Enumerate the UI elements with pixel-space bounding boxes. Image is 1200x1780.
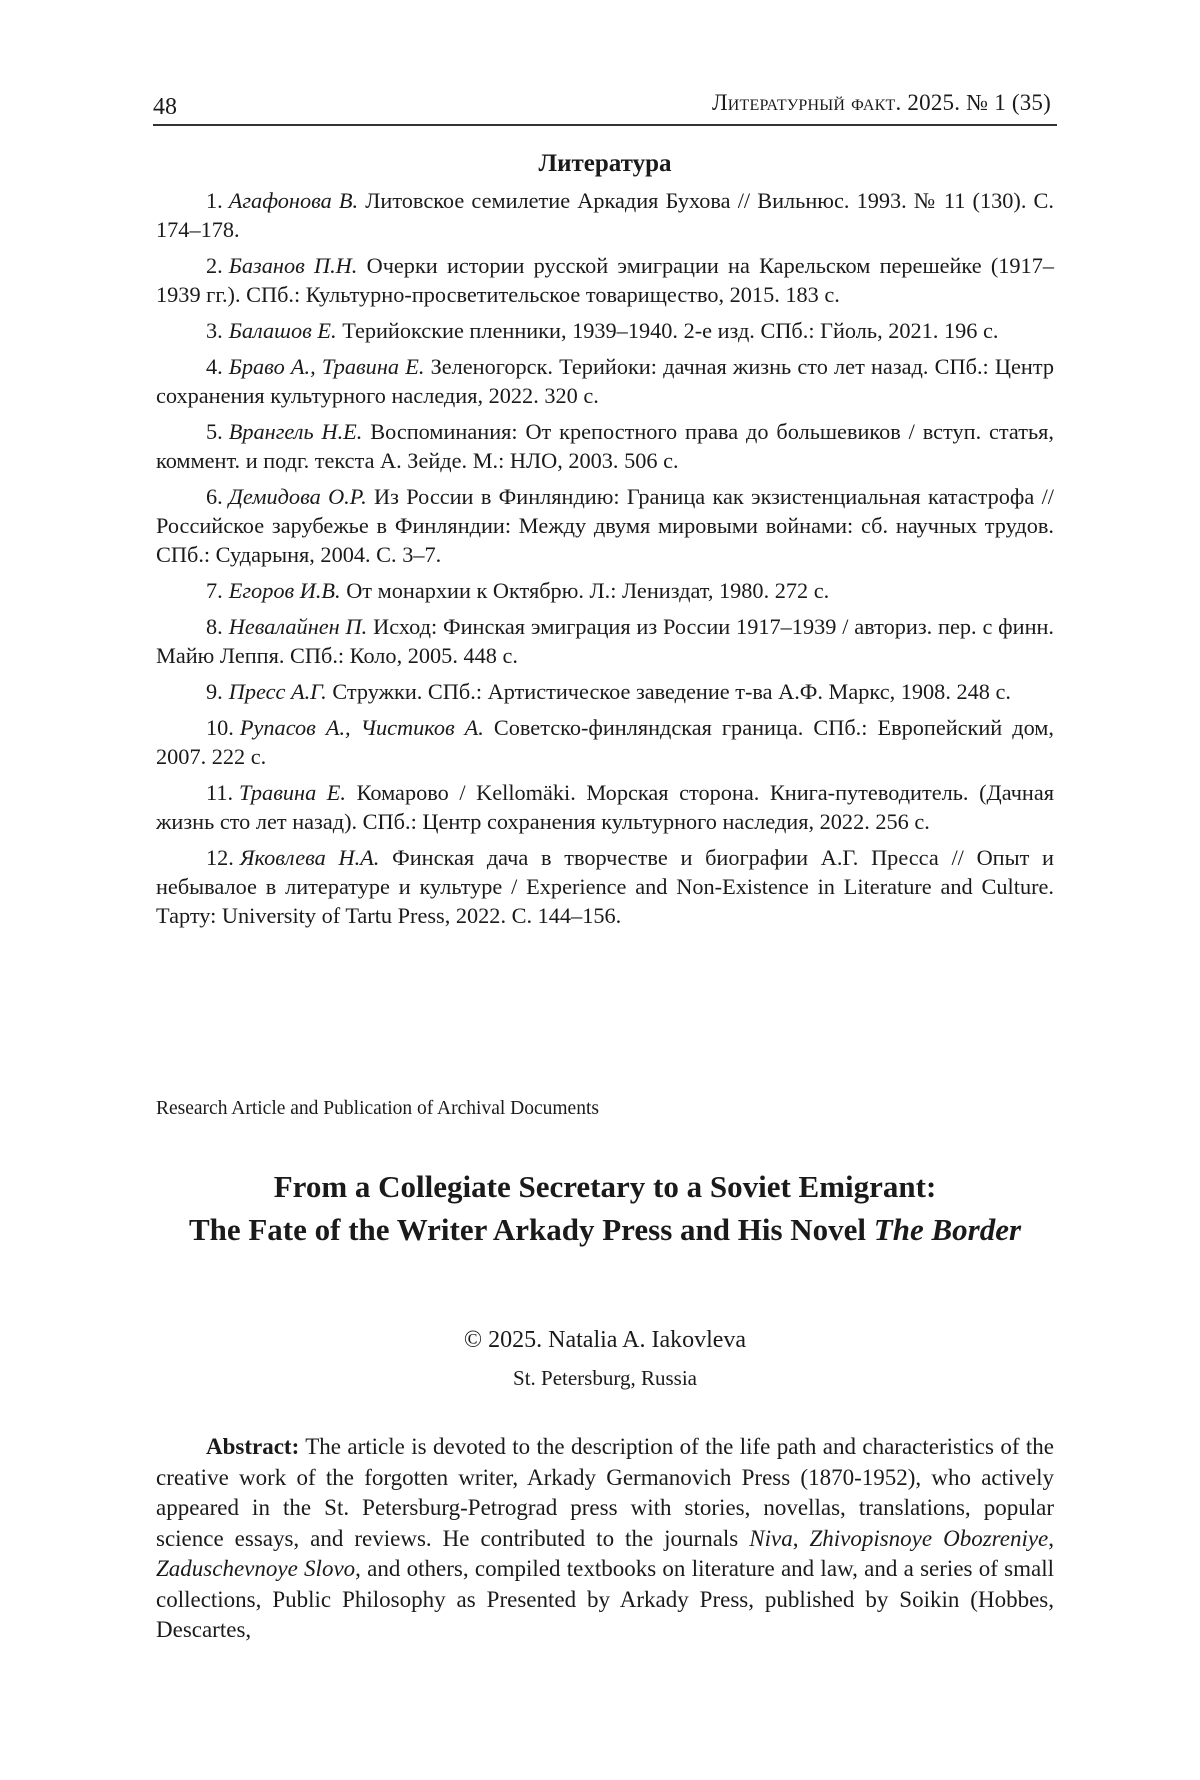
reference-text: Исход: Финская эмиграция из России 1917–1939 / авториз. пер. с финн. Майю Леппя. СПб.: Коло, 2005. 448 с. (156, 614, 1055, 668)
reference-number: 12. (206, 845, 234, 870)
reference-item (156, 843, 1054, 930)
reference-authors: Агафонова В. (228, 188, 359, 213)
reference-item (156, 316, 1054, 345)
reference-authors: Пресс А.Г. (228, 679, 327, 704)
reference-item (156, 352, 1054, 410)
article-title-italic: The Border (873, 1212, 1022, 1247)
abstract-label: Abstract: (206, 1434, 300, 1459)
reference-text: Стружки. СПб.: Артистическое заведение т-ва А.Ф. Маркс, 1908. 248 с. (332, 679, 1011, 704)
abstract: Abstract: The article is devoted to the description of the life path and characteristics of the creative work of the forgotten writer, Arkady Germanovich Press (1870-1952), who actively appeared in the St. Petersburg-Petrograd press with stories, novellas, translations, popular science essays, and reviews. He contributed to the journals Niva, Zhivopisnoye Obozreniye, Zaduschevnoye Slovo, and others, compiled textbooks on literature and law, and a series of small collections, Public Philosophy as Presented by Arkady Press, published by Soikin (Hobbes, Descartes, (156, 1434, 1055, 1642)
running-header (153, 86, 1057, 124)
reference-text: Из России в Финляндию: Граница как экзистенциальная катастрофа // Российское зарубежье в Финляндии: Между двумя мировыми войнами: сб. научных трудов. СПб.: Сударыня, 2004. С. 3–7. (156, 484, 1054, 567)
reference-authors: Травина Е. (239, 780, 347, 805)
reference-number: 3. (206, 318, 223, 343)
reference-authors: Базанов П.Н. (228, 253, 358, 278)
reference-number: 9. (206, 679, 223, 704)
reference-number: 7. (206, 578, 223, 603)
reference-number: 2. (206, 253, 223, 278)
article-title-line2: The Fate of the Writer Arkady Press and His Novel (188, 1212, 867, 1247)
reference-item (156, 576, 1054, 605)
references-title: Литература (538, 150, 672, 177)
reference-text: Комарово / Kellomäki. Морская сторона. Книга-путеводитель. (Дачная жизнь сто лет назад). СПб.: Центр сохранения культурного наследия, 2022. 256 с. (156, 780, 1055, 834)
reference-number: 10. (206, 715, 234, 740)
reference-authors: Егоров И.В. (228, 578, 341, 603)
reference-item (156, 677, 1054, 706)
reference-text: Терийокские пленники, 1939–1940. 2-е изд. СПб.: Гйоль, 2021. 196 с. (342, 318, 999, 343)
reference-authors: Рупасов А., Чистиков А. (239, 715, 484, 740)
article-affiliation: St. Petersburg, Russia (513, 1366, 697, 1390)
reference-authors: Браво А., Травина Е. (228, 354, 425, 379)
reference-item (156, 778, 1054, 836)
reference-number: 1. (206, 188, 223, 213)
reference-text: От монархии к Октябрю. Л.: Лениздат, 1980. 272 с. (346, 578, 830, 603)
reference-number: 11. (206, 780, 234, 805)
article-author: © 2025. Natalia A. Iakovleva (463, 1327, 747, 1353)
reference-authors: Демидова О.Р. (228, 484, 367, 509)
reference-authors: Врангель Н.Е. (228, 419, 363, 444)
reference-text: Советско-финляндская граница. СПб.: Европейский дом, 2007. 222 с. (156, 715, 1054, 769)
journal-zaduschevnoye: Zaduschevnoye Slovo (156, 1556, 356, 1581)
reference-item (156, 251, 1054, 309)
reference-number: 5. (206, 419, 223, 444)
reference-text: Литовское семилетие Аркадия Бухова // Вильнюс. 1993. № 11 (130). С. 174–178. (156, 188, 1054, 242)
abstract-text-2: and others, compiled textbooks on literature and law, and a series of small collections, Public Philosophy as Presented by Arkady Press, published by Soikin (Hobbes, Descartes, (156, 1556, 1054, 1642)
reference-text: Финская дача в творчестве и биографии А.Г. Пресса // Опыт и небывалое в литературе и культуре / Experience and Non-Existence in Literature and Culture. Тарту: University of Tartu Press, 2022. С. 144–156. (156, 845, 1054, 928)
reference-text: Зеленогорск. Терийоки: дачная жизнь сто лет назад. СПб.: Центр сохранения культурного наследия, 2022. 320 с. (156, 354, 1054, 408)
header-rule (153, 124, 1057, 126)
journal-title: Литературный факт. 2025. № 1 (35) (711, 90, 1051, 115)
article-title-line1: From a Collegiate Secretary to a Soviet Emigrant: (273, 1169, 937, 1204)
article-title (156, 1165, 1054, 1251)
reference-number: 6. (206, 484, 223, 509)
page-number: 48 (153, 94, 177, 120)
reference-text: Очерки истории русской эмиграции на Карельском перешейке (1917–1939 гг.). СПб.: Культурно-просветительское товарищество, 2015. 183 с. (156, 253, 1055, 307)
abstract-text-1: The article is devoted to the description of the life path and characteristics of the creative work of the forgotten writer, Arkady Germanovich Press (1870-1952), who actively appeared in the St. Petersburg-Petrograd press with stories, novellas, translations, popular science essays, and reviews. He contributed to the journals (156, 1434, 1054, 1551)
reference-item (156, 417, 1054, 475)
reference-authors: Балашов Е. (228, 318, 337, 343)
journal-zhivopisnoye: Zhivopisnoye Obozreniye (809, 1525, 1049, 1551)
reference-item (156, 482, 1054, 569)
reference-text: Воспоминания: От крепостного права до большевиков / вступ. статья, коммент. и подг. текста А. Зейде. М.: НЛО, 2003. 506 с. (156, 419, 1054, 473)
article-category: Research Article and Publication of Archival Documents (156, 1098, 599, 1119)
reference-item (156, 186, 1054, 244)
references-section (156, 150, 1054, 937)
reference-item (156, 612, 1054, 670)
reference-authors: Невалайнен П. (228, 614, 368, 639)
reference-number: 4. (206, 354, 223, 379)
references-list (156, 186, 1054, 930)
reference-authors: Яковлева Н.А. (239, 845, 380, 870)
journal-niva: Niva (749, 1525, 793, 1551)
reference-item (156, 713, 1054, 771)
reference-number: 8. (206, 614, 223, 639)
